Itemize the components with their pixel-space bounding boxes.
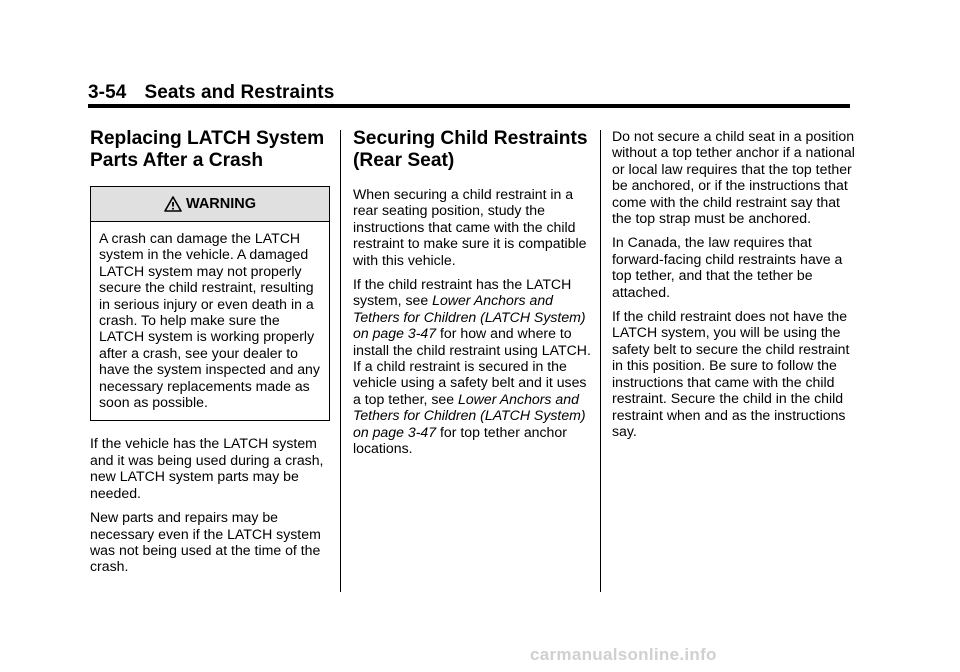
watermark: carmanualsonline.info — [530, 645, 717, 664]
section-title: Seats and Restraints — [144, 82, 335, 103]
paragraph: In Canada, the law requires that forward-facing child restraints have a top tether, and that the tether be attached. — [612, 234, 843, 300]
cross-reference-link[interactable]: Lower Anchors and Tethers for Children (LATCH System) on page 3-47 — [353, 390, 586, 440]
paragraph: If the child restraint does not have the LATCH system, you will be using the safety belt to secure the child restraint in this position. Be sure to follow the instructions that came with the child restraint. Secure the child in the child restraint when and as the instructions say. — [612, 308, 850, 439]
cross-reference-link[interactable]: Lower Anchors and Tethers for Children (LATCH System) on page 3-47 — [353, 292, 586, 342]
warning-triangle-icon — [164, 196, 182, 212]
column-divider — [340, 130, 341, 592]
paragraph: When securing a child restraint in a rear seating position, study the instructions that came with the child restraint to make sure it is compatible with this vehicle. — [353, 186, 587, 268]
warning-body — [91, 222, 329, 420]
heading-securing-child-restraints: Securing Child Restraints (Rear Seat) — [353, 128, 588, 171]
column-right — [612, 128, 860, 447]
paragraph: If the vehicle has the LATCH system and it was being used during a crash, new LATCH system parts may be needed. — [90, 435, 324, 501]
warning-label: WARNING — [185, 195, 257, 212]
warning-header — [91, 187, 329, 222]
paragraph: New parts and repairs may be necessary even if the LATCH system was not being used at the time of the crash. — [90, 509, 321, 575]
page-header — [88, 82, 334, 104]
page-number: 3-54 — [88, 82, 127, 103]
warning-text: A crash can damage the LATCH system in the vehicle. A damaged LATCH system may not properly secure the child restraint, resulting in serious injury or even death in a crash. To help make sure the LATCH system is working properly after a crash, see your dealer to have the system inspected and any necessary replacements made as soon as possible. — [99, 230, 320, 411]
heading-replacing-latch: Replacing LATCH System Parts After a Crash — [90, 128, 325, 171]
paragraph: Do not secure a child seat in a position without a top tether anchor if a national or local law requires that the top tether be anchored, or if the instructions that come with the child restraint say that the top strap must be anchored. — [612, 128, 855, 227]
paragraph: If the child restraint has the LATCH system, see Lower Anchors and Tethers for Children (LATCH System) on page 3-47 for how and where to install the child restraint using LATCH. If a child restraint is secured in the vehicle using a safety belt and it uses a top tether, see Lower Anchors and Tethers for Children (LATCH System) on page 3-47 for top tether anchor locations. — [353, 276, 591, 457]
header-rule — [88, 104, 850, 108]
column-divider — [600, 130, 601, 592]
warning-box — [90, 186, 330, 421]
column-left — [90, 128, 330, 583]
column-middle — [353, 128, 593, 465]
